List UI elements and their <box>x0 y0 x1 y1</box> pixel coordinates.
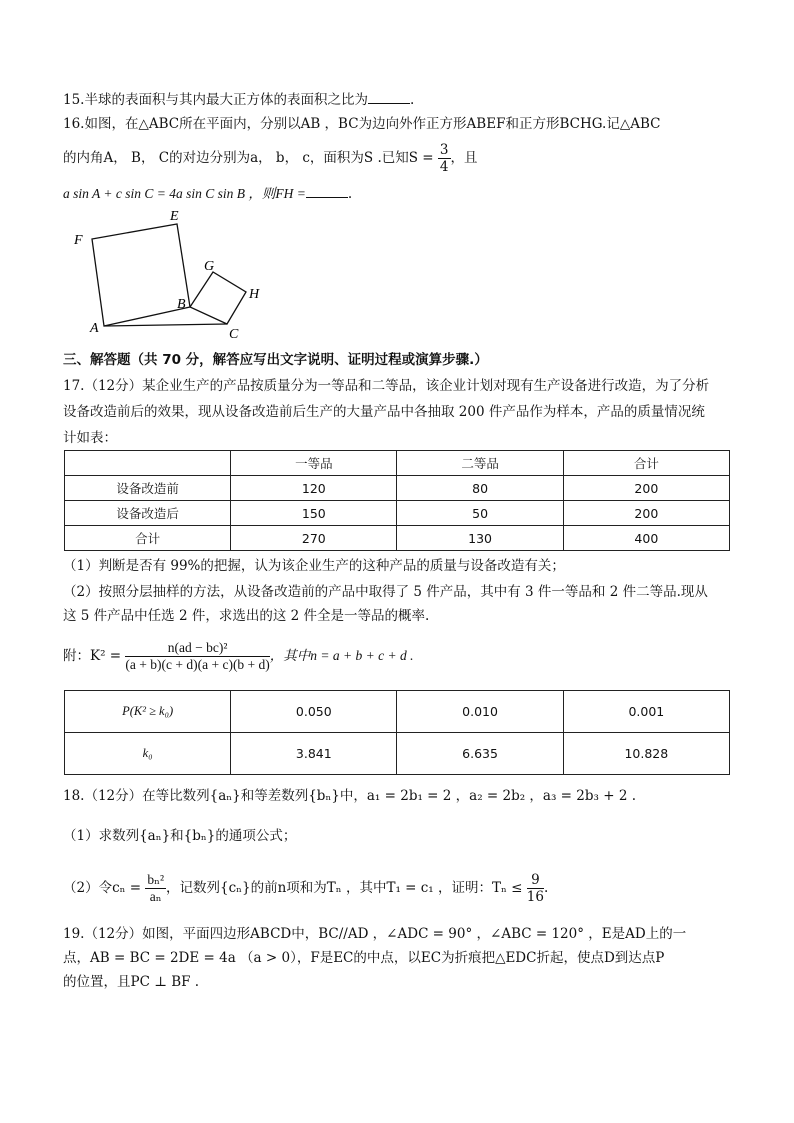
q18-bound-num: 9 <box>527 872 544 889</box>
square-abef <box>92 224 190 326</box>
q16-end: . <box>347 186 353 202</box>
q18-part-2a: （2）令cₙ = <box>63 880 142 896</box>
table-cell: 6.635 <box>397 733 563 775</box>
table-cell: 270 <box>231 526 397 551</box>
q16-frac-den: 4 <box>439 159 449 175</box>
q16-line-2 <box>63 142 478 175</box>
q17-formula <box>63 636 413 676</box>
table-cell: 130 <box>397 526 563 551</box>
critical-value-table <box>64 690 730 775</box>
q18-line-1: 18.（12分）在等比数列{aₙ}和等差数列{bₙ}中，a₁ = 2b₁ = 2 ，a₂ = 2b₂ ，a₃ = 2b₃ + 2 . <box>63 788 636 804</box>
table-cell: 设备改造后 <box>65 501 231 526</box>
table-row <box>65 733 730 775</box>
table-cell: 10.828 <box>563 733 729 775</box>
q18-frac-num: bₙ² <box>147 872 165 887</box>
table-cell: 3.841 <box>231 733 397 775</box>
table-cell: 合计 <box>65 526 231 551</box>
q17-line-3: 计如表： <box>63 430 117 446</box>
table-cell: 0.001 <box>563 691 729 733</box>
table-header-cell <box>65 451 231 476</box>
formula-fraction <box>125 640 269 673</box>
q18-part-2c: . <box>543 880 549 896</box>
table-row <box>65 526 730 551</box>
q16-fraction <box>438 142 451 175</box>
q16-frac-num: 3 <box>439 142 449 158</box>
q15-line <box>63 90 414 110</box>
q15-blank <box>368 90 410 104</box>
quality-table <box>64 450 730 551</box>
label-h: H <box>249 287 260 302</box>
q17-line-1: 17.（12分）某企业生产的产品按质量分为一等品和二等品，该企业计划对现有生产设备进行改造，为了分析 <box>63 378 710 394</box>
table-cell: 200 <box>563 476 729 501</box>
label-f: F <box>74 233 83 248</box>
q18-fraction-bound <box>527 872 544 905</box>
label-e: E <box>170 209 179 224</box>
formula-den: (a + b)(c + d)(a + c)(b + d) <box>125 657 270 672</box>
table-cell: 50 <box>397 501 563 526</box>
q18-fraction-c <box>145 872 166 905</box>
q16-line-2b: ，且 <box>450 150 478 166</box>
q15-end: . <box>409 92 415 108</box>
q15-text: 15.半球的表面积与其内最大正方体的表面积之比为 <box>63 92 368 108</box>
table-cell: 200 <box>563 501 729 526</box>
side-ac <box>104 324 227 326</box>
q19-line-2: 点，AB = BC = 2DE = 4a （a > 0），F是EC的中点，以EC为折痕把△EDC折起，使点D到达点P <box>63 950 665 966</box>
q16-line-1: 16.如图，在△ABC所在平面内，分别以AB ，BC为边向外作正方形ABEF和正方形BCHG.记△ABC <box>63 116 661 132</box>
formula-prefix: 附：K² = <box>63 648 122 664</box>
formula-num: n(ad − bc)² <box>125 640 269 657</box>
q18-frac-den: aₙ <box>149 889 162 904</box>
q18-part-2 <box>63 868 548 908</box>
table-row <box>65 476 730 501</box>
q17-part-2a: （2）按照分层抽样的方法，从设备改造前的产品中取得了 5 件产品，其中有 3 件一等品和 2 件二等品.现从 <box>63 584 708 600</box>
q16-line-2a: 的内角A， B， C的对边分别为a， b， c，面积为S .已知S = <box>63 150 434 166</box>
table-row <box>65 691 730 733</box>
table-header-cell: 一等品 <box>231 451 397 476</box>
table-cell: 0.010 <box>397 691 563 733</box>
q17-line-2: 设备改造前后的效果，现从设备改造前后生产的大量产品中各抽取 200 件产品作为样本，产品的质量情况统 <box>63 404 705 420</box>
q18-part-1: （1）求数列{aₙ}和{bₙ}的通项公式； <box>63 828 297 844</box>
table-cell: k₀ <box>65 733 231 775</box>
table-row <box>65 501 730 526</box>
q16-line-3 <box>63 184 352 204</box>
table-cell: 120 <box>231 476 397 501</box>
label-g: G <box>204 259 215 274</box>
table-cell: P(K² ≥ k₀) <box>65 691 231 733</box>
q17-part-2b: 这 5 件产品中任选 2 件，求选出的这 2 件全是一等品的概率. <box>63 608 430 624</box>
q17-part-1: （1）判断是否有 99%的把握，认为该企业生产的这种产品的质量与设备改造有关； <box>63 558 565 574</box>
table-cell: 150 <box>231 501 397 526</box>
table-header-cell: 合计 <box>563 451 729 476</box>
label-b: B <box>177 297 186 312</box>
q18-bound-den: 16 <box>526 889 544 905</box>
q18-part-2b: ，记数列{cₙ}的前n项和为Tₙ ，其中T₁ = c₁ ，证明：Tₙ ≤ <box>166 880 523 896</box>
section-3-heading: 三、解答题（共 70 分，解答应写出文字说明、证明过程或演算步骤.） <box>63 352 488 368</box>
table-header-cell: 二等品 <box>397 451 563 476</box>
table-cell: 80 <box>397 476 563 501</box>
table-header-row <box>65 451 730 476</box>
table-cell: 0.050 <box>231 691 397 733</box>
q19-line-3: 的位置，且PC ⊥ BF . <box>63 974 200 990</box>
geometry-figure <box>70 204 270 344</box>
q16-blank <box>306 184 348 198</box>
q16-equation: a sin A + c sin C = 4a sin C sin B ，则FH = <box>63 186 306 201</box>
formula-suffix: ，其中n = a + b + c + d . <box>269 648 414 663</box>
label-a: A <box>90 321 99 336</box>
q19-line-1: 19.（12分）如图，平面四边形ABCD中，BC//AD ，∠ADC = 90° ，∠ABC = 120° ，E是AD上的一 <box>63 926 687 942</box>
label-c: C <box>229 327 239 342</box>
table-cell: 400 <box>563 526 729 551</box>
square-bchg <box>190 272 246 324</box>
table-cell: 设备改造前 <box>65 476 231 501</box>
